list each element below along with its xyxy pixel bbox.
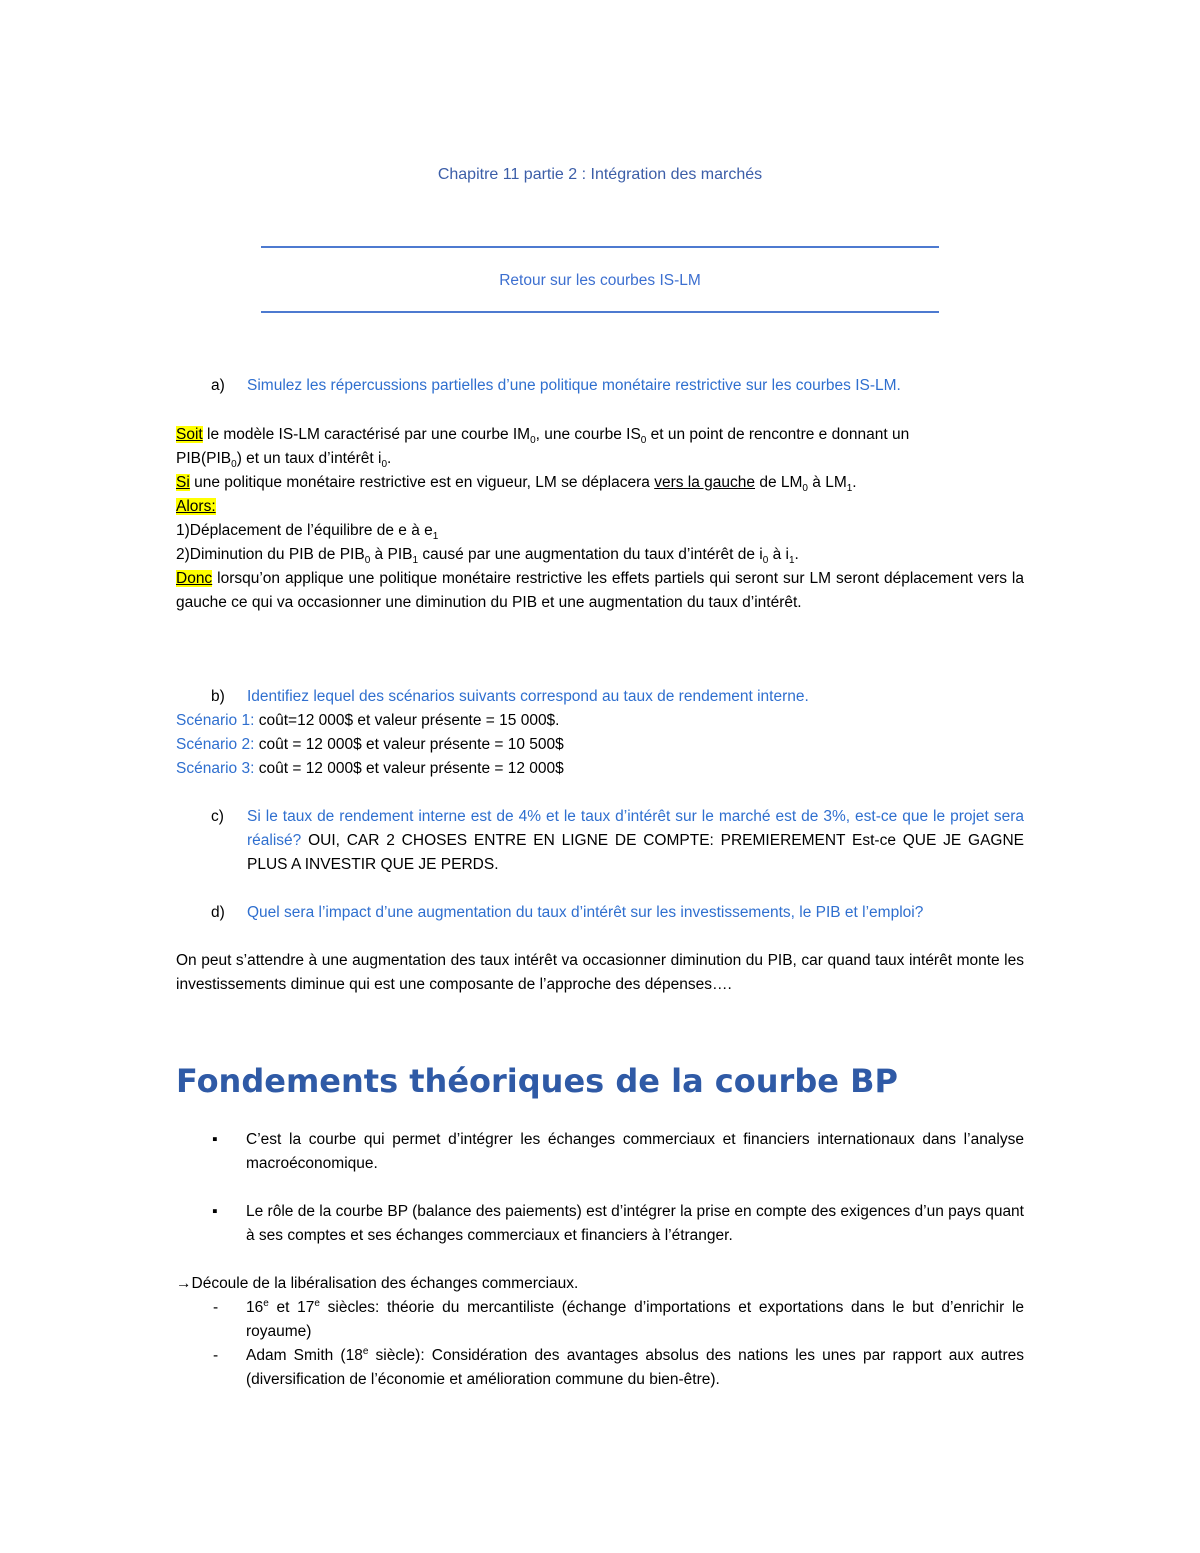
dash-icon: - bbox=[213, 1347, 219, 1364]
step-1: 1)Déplacement de l’équilibre de e à e bbox=[176, 522, 433, 539]
keyword-soit: Soit bbox=[176, 426, 203, 443]
keyword-alors: Alors: bbox=[176, 498, 216, 515]
scenario-3: Scénario 3: coût = 12 000$ et valeur présente = 12 000$ bbox=[176, 760, 564, 777]
question-d-text: Quel sera l’impact d’une augmentation du taux d’intérêt sur les investissements, le PIB et l’emploi? bbox=[247, 904, 924, 921]
arrow-right-icon: → bbox=[176, 1275, 192, 1292]
dash-item-2: Adam Smith (18e siècle): Considération des avantages absolus des nations les unes par rapport aux autres (diversification de l’économie et amélioration commune du bien-être). bbox=[246, 1345, 1024, 1388]
scenario-list bbox=[176, 709, 1024, 781]
step-2: 2)Diminution du PIB de PIB bbox=[176, 546, 365, 563]
underlined-vers-la-gauche: vers la gauche bbox=[654, 474, 756, 491]
bullet-icon: ▪ bbox=[212, 1203, 218, 1220]
question-c-text: Si le taux de rendement interne est de 4% et le taux d’intérêt sur le marché est de 3%, est-ce que le projet sera réalisé? bbox=[247, 808, 1024, 849]
section-subtitle: Retour sur les courbes IS-LM bbox=[499, 272, 701, 289]
question-b-label: b) bbox=[211, 688, 225, 705]
question-c-label: c) bbox=[211, 808, 224, 825]
section-heading: Fondements théoriques de la courbe BP bbox=[176, 1062, 898, 1100]
divider-top bbox=[261, 246, 939, 248]
dash-item-1: 16e et 17e siècles: théorie du mercantiliste (échange d’importations et exportations dans le but d’enrichir le royaume) bbox=[246, 1297, 1025, 1340]
bullet-item-1: C’est la courbe qui permet d’intégrer les échanges commerciaux et financiers internationaux dans l’analyse macroéconomique. bbox=[246, 1131, 1024, 1172]
bullet-item-2: Le rôle de la courbe BP (balance des paiements) est d’intégrer la prise en compte des exigences d’un pays quant à ses comptes et ses échanges commerciaux et financiers à l’étranger. bbox=[246, 1203, 1024, 1244]
dash-icon: - bbox=[213, 1299, 219, 1316]
answer-c: OUI, CAR 2 CHOSES ENTRE EN LIGNE DE COMPTE: PREMIEREMENT Est-ce QUE JE GAGNE PLUS A INVESTIR QUE JE PERDS. bbox=[247, 832, 1024, 873]
arrow-line-text: Découle de la libéralisation des échanges commerciaux. bbox=[191, 1275, 579, 1292]
bullet-icon: ▪ bbox=[212, 1131, 218, 1148]
question-d-label: d) bbox=[211, 904, 225, 921]
question-b-text: Identifiez lequel des scénarios suivants correspond au taux de rendement interne. bbox=[247, 688, 809, 705]
answer-d: On peut s’attendre à une augmentation des taux intérêt va occasionner diminution du PIB, car quand taux intérêt monte les investissements diminue qui est une composante de l’approche des dépenses…. bbox=[176, 952, 1024, 993]
divider-bottom bbox=[261, 311, 939, 313]
keyword-si: Si bbox=[176, 474, 190, 491]
page-title: Chapitre 11 partie 2 : Intégration des marchés bbox=[437, 166, 763, 183]
answer-a: Soit le modèle IS-LM caractérisé par une courbe $IM_0$, une courbe $IS_0$ et un point de rencontre e donnant un $PIB(PIB_0)$ et un taux d’intérêt $i_0$. Si une politique monétaire restrictive est en vigueur, LM se déplacera vers la gauche de $LM_0$ à $LM_1$. Alors: 1)Déplacement de l’équilibre de e à $e_1$ 2)Diminution du PIB de $PIB_0$ à $PIB_1$ causé par une augmentation du taux d’intérêt de $i_0$ à $i_1$. Donc lorsqu’on applique une politique monétaire restrictive les effets partiels qui seront sur LM seront déplacement vers la gauche ce qui va occasionner une diminution du PIB et une augmentation du taux d’intérêt. bbox=[176, 426, 1024, 611]
keyword-donc: Donc bbox=[176, 570, 213, 587]
arrow-line bbox=[176, 1272, 1024, 1296]
question-d bbox=[211, 901, 1024, 925]
question-c bbox=[211, 805, 1024, 877]
question-a-label: a) bbox=[211, 377, 225, 394]
question-a bbox=[211, 374, 1024, 398]
question-a-text: Simulez les répercussions partielles d’une politique monétaire restrictive sur les courbes IS-LM. bbox=[247, 377, 901, 394]
scenario-2: Scénario 2: coût = 12 000$ et valeur présente = 10 500$ bbox=[176, 736, 564, 753]
question-b bbox=[211, 685, 1024, 709]
conclusion-a: lorsqu’on applique une politique monétaire restrictive les effets partiels qui seront sur LM seront déplacement vers la gauche ce qui va occasionner une diminution du PIB et une augmentation du taux d’intérêt. bbox=[176, 570, 1024, 611]
scenario-1: Scénario 1: coût=12 000$ et valeur présente = 15 000$. bbox=[176, 712, 560, 729]
